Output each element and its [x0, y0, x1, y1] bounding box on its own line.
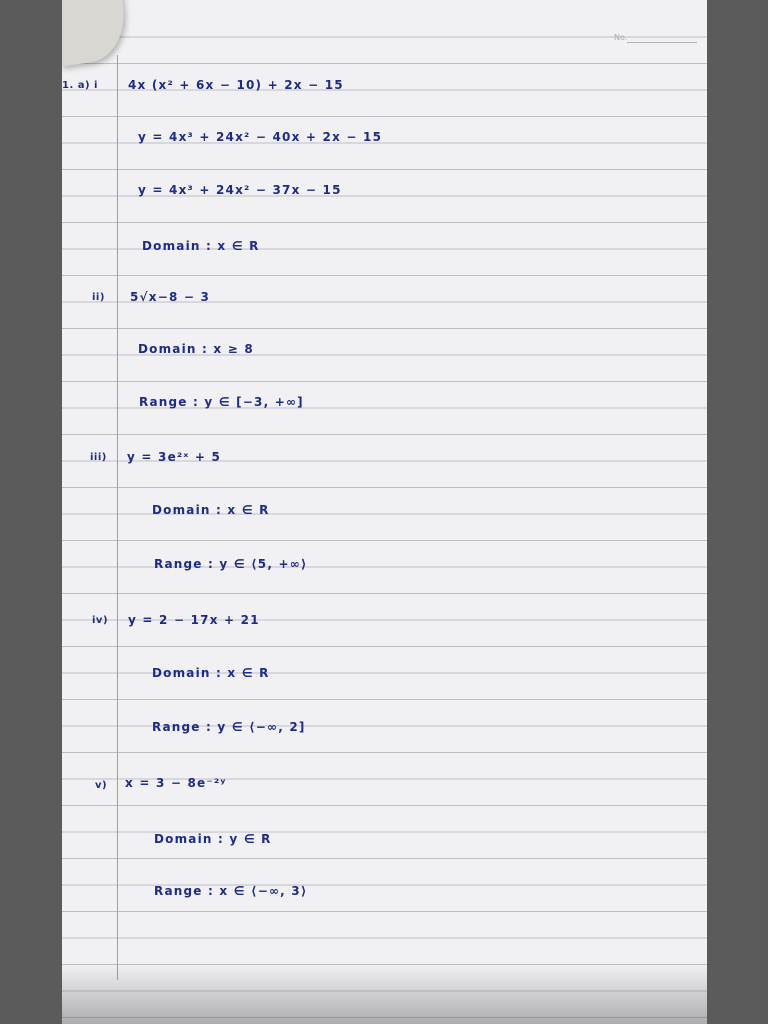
question-label-iii: iii): [90, 452, 107, 463]
equation-line: 5√x−8 − 3: [130, 290, 211, 304]
page-shadow: [62, 964, 707, 1024]
page-number-label: No.: [614, 33, 628, 42]
folded-corner: [62, 0, 130, 67]
equation-line: y = 4x³ + 24x² − 37x − 15: [138, 183, 342, 197]
domain-line: Domain : x ∈ R: [152, 666, 270, 680]
margin-line: [117, 55, 118, 980]
notebook-page: [62, 0, 707, 1024]
range-line: Range : y ∈ ⟨−∞, 2]: [152, 720, 306, 734]
question-label-v: v): [95, 780, 108, 791]
equation-line: x = 3 − 8e⁻²ʸ: [125, 776, 227, 790]
equation-line: y = 4x³ + 24x² − 40x + 2x − 15: [138, 130, 383, 144]
range-line: Range : x ∈ ⟨−∞, 3⟩: [154, 884, 308, 898]
question-label-1ai: 1. a) i: [62, 80, 98, 91]
range-line: Range : y ∈ ⟨5, +∞⟩: [154, 557, 308, 571]
equation-line: y = 3e²ˣ + 5: [127, 450, 222, 464]
question-label-ii: ii): [92, 292, 105, 303]
equation-line: 4x (x² + 6x − 10) + 2x − 15: [128, 78, 344, 92]
range-line: Range : y ∈ [−3, +∞]: [139, 395, 304, 409]
domain-line: Domain : x ≥ 8: [138, 342, 254, 356]
domain-line: Domain : x ∈ R: [142, 239, 260, 253]
question-label-iv: iv): [92, 615, 109, 626]
page-number-line: [627, 42, 697, 43]
domain-line: Domain : x ∈ R: [152, 503, 270, 517]
equation-line: y = 2 − 17x + 21: [128, 613, 260, 627]
domain-line: Domain : y ∈ R: [154, 832, 272, 846]
